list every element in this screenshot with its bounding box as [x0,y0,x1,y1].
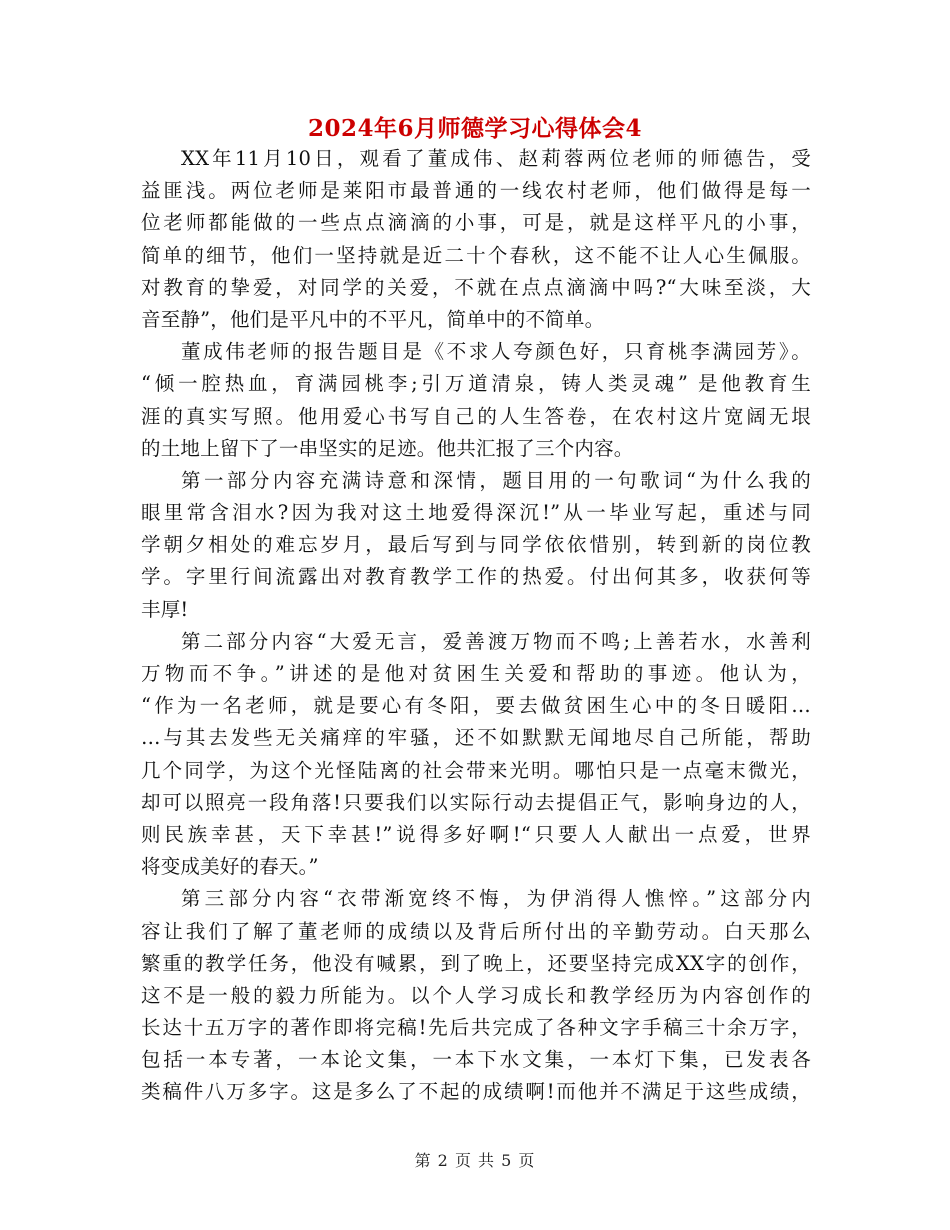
text-line: 繁重的教学任务，他没有喊累，到了晚上，还要坚持完成XX字的创作， [141,951,811,975]
text-line: 董成伟老师的报告题目是《不求人夸颜色好，只育桃李满园芳》。 [181,340,811,364]
text-line: 眼里常含泪水?因为我对这土地爱得深沉!”从一毕业写起，重述与同 [141,501,811,525]
text-line: “作为一名老师，就是要心有冬阳，要去做贫困生心中的冬日暖阳… [141,694,811,718]
text-line: 对教育的挚爱，对同学的关爱，不就在点点滴滴中吗?“大味至淡，大 [141,275,811,299]
text-line: 长达十五万字的著作即将完稿!先后共完成了各种文字手稿三十余万字， [141,1016,811,1040]
text-line: 第三部分内容“衣带渐宽终不悔，为伊消得人憔悴。”这部分内 [181,887,811,911]
text-line: 类稿件八万多字。这是多么了不起的成绩啊!而他并不满足于这些成绩， [141,1080,811,1104]
text-line: 的土地上留下了一串坚实的足迹。他共汇报了三个内容。 [141,436,634,460]
text-line: 则民族幸甚，天下幸甚!”说得多好啊!“只要人人献出一点爱，世界 [141,822,811,846]
text-line: 丰厚! [141,597,189,621]
text-line: 学。字里行间流露出对教育教学工作的热爱。付出何其多，收获何等 [141,565,811,589]
text-line: “倾一腔热血，育满园桃李;引万道清泉，铸人类灵魂” 是他教育生 [141,372,811,396]
document-title: 2024年6月师德学习心得体会4 [307,115,643,142]
text-line: 将变成美好的春天。” [141,855,319,879]
text-line: 这不是一般的毅力所能为。以个人学习成长和教学经历为内容创作的 [141,983,811,1007]
text-line: 涯的真实写照。他用爱心书写自己的人生答卷，在农村这片宽阔无垠 [141,404,811,428]
text-line: 位老师都能做的一些点点滴滴的小事，可是，就是这样平凡的小事， [141,211,811,235]
text-line: 第一部分内容充满诗意和深情，题目用的一句歌词“为什么我的 [181,468,811,492]
text-line: 学朝夕相处的难忘岁月，最后写到与同学依依惜别，转到新的岗位教 [141,533,811,557]
text-line: 却可以照亮一段角落!只要我们以实际行动去提倡正气，影响身边的人， [141,790,811,814]
text-line: 容让我们了解了董老师的成绩以及背后所付出的辛勤劳动。白天那么 [141,919,811,943]
document-body [141,143,811,1109]
text-line: 几个同学，为这个光怪陆离的社会带来光明。哪怕只是一点毫末微光， [141,758,811,782]
text-line: 包括一本专著，一本论文集，一本下水文集，一本灯下集，已发表各 [141,1048,811,1072]
page-footer: 第 2 页 共 5 页 [414,1151,536,1170]
text-line: XX年11月10日，观看了董成伟、赵莉蓉两位老师的师德告，受 [181,147,811,170]
text-line: 万物而不争。”讲述的是他对贫困生关爱和帮助的事迹。他认为， [141,662,811,685]
text-line: 音至静”，他们是平凡中的不平凡，简单中的不简单。 [141,307,605,331]
text-line: 简单的细节，他们一坚持就是近二十个春秋，这不能不让人心生佩服。 [141,243,811,267]
text-line: 第二部分内容“大爱无言，爱善渡万物而不鸣;上善若水，水善利 [181,629,811,653]
text-line: 益匪浅。两位老师是莱阳市最普通的一线农村老师，他们做得是每一 [141,179,811,203]
text-line: …与其去发些无关痛痒的牢骚，还不如默默无闻地尽自己所能，帮助 [141,726,811,750]
